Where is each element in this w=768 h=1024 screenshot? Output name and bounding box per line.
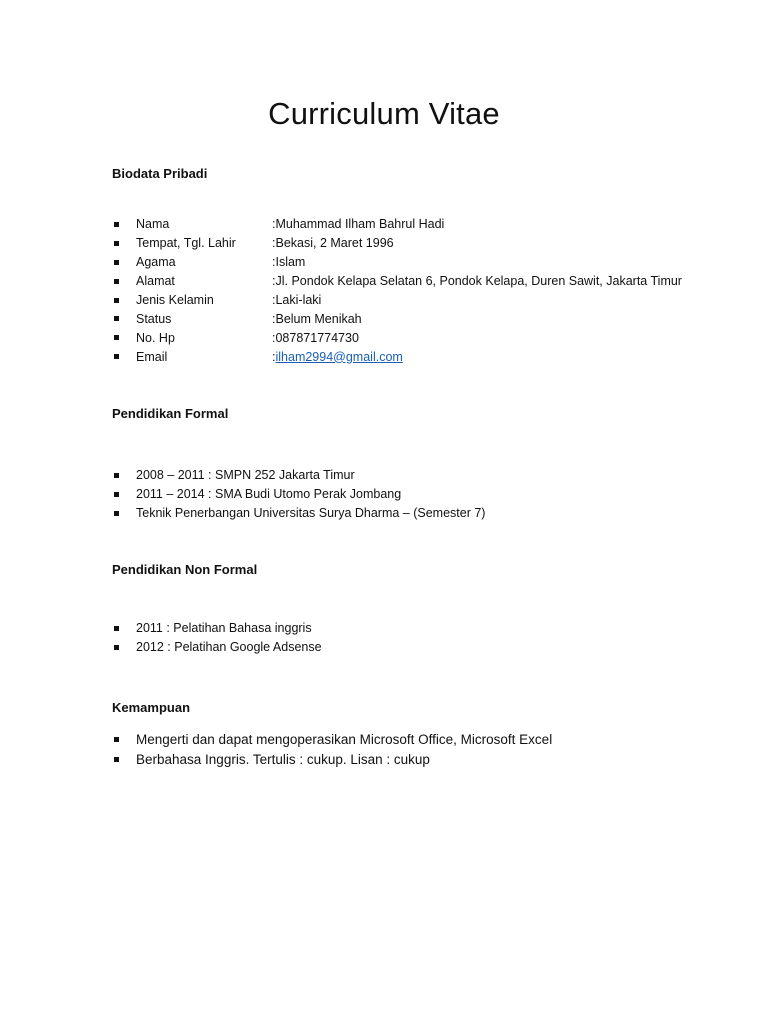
biodata-row-nama (112, 215, 682, 234)
biodata-separator: : (272, 330, 276, 345)
biodata-value: Bekasi, 2 Maret 1996 (275, 236, 394, 251)
list-item-text: 2011 – 2014 : SMA Budi Utomo Perak Jombang (136, 487, 402, 502)
biodata-separator: : (272, 217, 276, 232)
bullet-icon (114, 260, 119, 265)
biodata-row-no-hp (112, 328, 682, 347)
bullet-icon (114, 316, 119, 321)
kemampuan-list (112, 729, 552, 769)
section-heading-biodata: Biodata Pribadi (112, 166, 208, 181)
list-item-text: 2012 : Pelatihan Google Adsense (136, 640, 322, 655)
biodata-value: Belum Menikah (275, 311, 362, 326)
biodata-value: Muhammad Ilham Bahrul Hadi (275, 217, 445, 232)
list-item (112, 466, 485, 485)
biodata-label: Alamat (136, 274, 175, 289)
biodata-value: Islam (275, 255, 306, 270)
biodata-separator: : (272, 255, 276, 270)
bullet-icon (114, 757, 119, 762)
bullet-icon (114, 335, 119, 340)
biodata-row-jenis-kelamin (112, 291, 682, 310)
bullet-icon (114, 626, 119, 631)
list-item (112, 638, 322, 657)
biodata-row-email (112, 347, 682, 366)
bullet-icon (114, 737, 119, 742)
biodata-label: Tempat, Tgl. Lahir (136, 236, 236, 251)
bullet-icon (114, 645, 119, 650)
biodata-separator: : (272, 293, 276, 307)
email-link[interactable]: ilham2994@gmail.com (275, 349, 403, 364)
biodata-separator: : (272, 311, 276, 326)
bullet-icon (114, 354, 119, 359)
section-heading-kemampuan: Kemampuan (112, 700, 191, 715)
list-item-text: 2008 – 2011 : SMPN 252 Jakarta Timur (136, 468, 355, 483)
biodata-label: No. Hp (136, 330, 175, 345)
list-item (112, 749, 552, 769)
list-item-text: Teknik Penerbangan Universitas Surya Dharma – (Semester 7) (136, 506, 486, 521)
section-heading-pendidikan-formal: Pendidikan Formal (112, 406, 229, 421)
bullet-icon (114, 511, 119, 516)
biodata-row-alamat (112, 272, 682, 291)
bullet-icon (114, 241, 119, 246)
list-item-text: 2011 : Pelatihan Bahasa inggris (136, 621, 312, 636)
bullet-icon (114, 492, 119, 497)
bullet-icon (114, 279, 119, 284)
document-title: Curriculum Vitae (268, 96, 500, 131)
pendidikan-formal-list (112, 466, 485, 523)
biodata-value: 087871774730 (275, 330, 359, 345)
biodata-label: Jenis Kelamin (136, 293, 214, 307)
bullet-icon (114, 298, 119, 303)
pendidikan-non-formal-list (112, 619, 322, 657)
list-item (112, 485, 485, 504)
list-item (112, 729, 552, 749)
biodata-separator: : (272, 236, 276, 251)
biodata-row-agama (112, 253, 682, 272)
bullet-icon (114, 473, 119, 478)
biodata-value: Laki-laki (275, 293, 322, 307)
biodata-row-tempat-tgl-lahir (112, 234, 682, 253)
biodata-list (112, 215, 682, 366)
biodata-label: Nama (136, 217, 170, 232)
list-item-text: Mengerti dan dapat mengoperasikan Microsoft Office, Microsoft Excel (136, 731, 553, 747)
biodata-label: Agama (136, 255, 176, 270)
list-item (112, 619, 322, 638)
list-item-text: Berbahasa Inggris. Tertulis : cukup. Lisan : cukup (136, 751, 430, 767)
section-heading-pendidikan-non-formal: Pendidikan Non Formal (112, 562, 258, 577)
biodata-value: Jl. Pondok Kelapa Selatan 6, Pondok Kelapa, Duren Sawit, Jakarta Timur (275, 274, 682, 289)
biodata-separator: : (272, 274, 276, 289)
biodata-separator: : (272, 349, 276, 364)
biodata-row-status (112, 309, 682, 328)
biodata-label: Email (136, 349, 168, 364)
bullet-icon (114, 222, 119, 227)
biodata-label: Status (136, 311, 172, 326)
list-item (112, 504, 485, 523)
